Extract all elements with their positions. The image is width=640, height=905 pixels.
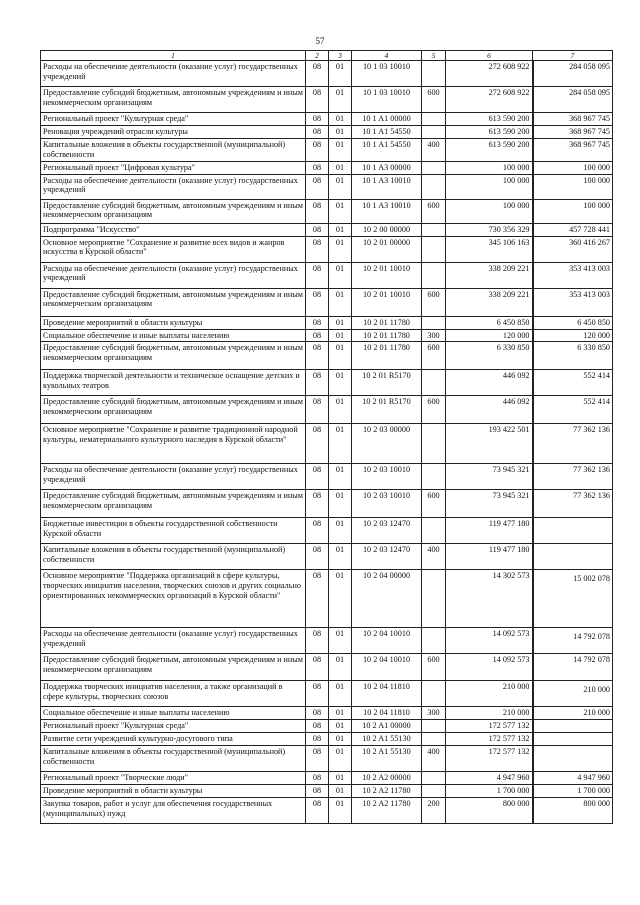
target-article-code: 10 2 01 11780 [352,329,422,342]
subsection-code: 01 [329,161,352,174]
table-row [41,681,613,707]
target-article-code: 10 2 04 10010 [352,654,422,681]
amount-year-2: 210 000 [533,707,613,720]
target-article-code: 10 2 01 00000 [352,236,422,262]
target-article-code: 10 2 01 R5170 [352,370,422,396]
column-number-row [41,51,613,61]
table-row [41,746,613,772]
item-name: Поддержка творческих инициатив населения, а также организаций в сфере культуры, творческих союзов [41,681,306,707]
subsection-code: 01 [329,126,352,139]
amount-year-1: 14 302 573 [446,570,533,628]
subsection-code: 01 [329,544,352,570]
amount-year-1: 6 330 850 [446,342,533,370]
item-name: Предоставление субсидий бюджетным, автономным учреждениям и иным некоммерческим организациям [41,288,306,316]
table-row [41,138,613,161]
item-name: Региональный проект "Цифровая культура" [41,161,306,174]
subsection-code: 01 [329,785,352,798]
section-code: 08 [306,126,329,139]
target-article-code: 10 2 A1 55130 [352,733,422,746]
subsection-code: 01 [329,316,352,329]
expense-type-code: 400 [422,544,446,570]
amount-year-2: 100 000 [533,161,613,174]
item-name: Проведение мероприятий в области культуры [41,785,306,798]
expense-type-code [422,370,446,396]
subsection-code: 01 [329,342,352,370]
table-row [41,654,613,681]
amount-year-2: 100 000 [533,199,613,223]
target-article-code: 10 2 03 10010 [352,490,422,518]
subsection-code: 01 [329,174,352,199]
target-article-code: 10 2 01 R5170 [352,396,422,424]
target-article-code: 10 2 A1 55130 [352,746,422,772]
target-article-code: 10 2 04 10010 [352,628,422,654]
target-article-code: 10 2 A1 00000 [352,720,422,733]
target-article-code: 10 1 A1 54550 [352,126,422,139]
expense-type-code [422,316,446,329]
item-name: Бюджетные инвестиции в объекты государственной собственности Курской области [41,518,306,544]
expense-type-code: 600 [422,490,446,518]
item-name: Капитальные вложения в объекты государственной (муниципальной) собственности [41,138,306,161]
section-code: 08 [306,746,329,772]
target-article-code: 10 2 03 12470 [352,518,422,544]
table-row [41,342,613,370]
amount-year-1: 4 947 960 [446,772,533,785]
table-row [41,223,613,236]
amount-year-1: 6 450 850 [446,316,533,329]
amount-year-1: 119 477 180 [446,518,533,544]
subsection-code: 01 [329,223,352,236]
section-code: 08 [306,681,329,707]
table-row [41,707,613,720]
table-row [41,424,613,464]
column-number: 3 [329,51,352,61]
item-name: Расходы на обеспечение деятельности (оказание услуг) государственных учреждений [41,262,306,288]
amount-year-2: 353 413 003 [533,288,613,316]
amount-year-1: 338 209 221 [446,288,533,316]
subsection-code: 01 [329,681,352,707]
amount-year-2: 77 362 136 [533,464,613,490]
expense-type-code [422,262,446,288]
section-code: 08 [306,720,329,733]
item-name: Закупка товаров, работ и услуг для обеспечения государственных (муниципальных) нужд [41,797,306,823]
item-name: Расходы на обеспечение деятельности (оказание услуг) государственных учреждений [41,174,306,199]
section-code: 08 [306,87,329,113]
table-row [41,733,613,746]
table-row [41,628,613,654]
section-code: 08 [306,370,329,396]
table-row [41,570,613,628]
column-number: 2 [306,51,329,61]
section-code: 08 [306,733,329,746]
table-row [41,113,613,126]
target-article-code: 10 2 01 11780 [352,342,422,370]
subsection-code: 01 [329,464,352,490]
item-name: Предоставление субсидий бюджетным, автономным учреждениям и иным некоммерческим организациям [41,396,306,424]
target-article-code: 10 2 01 10010 [352,288,422,316]
table-row [41,797,613,823]
target-article-code: 10 1 A3 10010 [352,174,422,199]
amount-year-1: 14 092 573 [446,654,533,681]
section-code: 08 [306,424,329,464]
section-code: 08 [306,570,329,628]
item-name: Предоставление субсидий бюджетным, автономным учреждениям и иным некоммерческим организациям [41,490,306,518]
item-name: Предоставление субсидий бюджетным, автономным учреждениям и иным некоммерческим организациям [41,199,306,223]
subsection-code: 01 [329,262,352,288]
subsection-code: 01 [329,746,352,772]
expense-type-code [422,236,446,262]
item-name: Расходы на обеспечение деятельности (оказание услуг) государственных учреждений [41,464,306,490]
section-code: 08 [306,396,329,424]
amount-year-2: 368 967 745 [533,126,613,139]
subsection-code: 01 [329,654,352,681]
amount-year-1: 613 590 200 [446,126,533,139]
item-name: Социальное обеспечение и иные выплаты населению [41,707,306,720]
amount-year-2: 360 416 267 [533,236,613,262]
item-name: Предоставление субсидий бюджетным, автономным учреждениям и иным некоммерческим организациям [41,342,306,370]
target-article-code: 10 2 01 11780 [352,316,422,329]
amount-year-2: 14 792 078 [533,628,613,654]
amount-year-1: 800 000 [446,797,533,823]
amount-year-2: 368 967 745 [533,138,613,161]
item-name: Капитальные вложения в объекты государственной (муниципальной) собственности [41,746,306,772]
amount-year-2: 120 000 [533,329,613,342]
expense-type-code: 300 [422,329,446,342]
section-code: 08 [306,316,329,329]
section-code: 08 [306,288,329,316]
table-row [41,370,613,396]
expense-type-code [422,113,446,126]
expense-type-code [422,681,446,707]
amount-year-1: 613 590 200 [446,138,533,161]
expense-type-code: 600 [422,654,446,681]
expense-type-code [422,785,446,798]
table-row [41,518,613,544]
table-row [41,161,613,174]
amount-year-2: 4 947 960 [533,772,613,785]
item-name: Региональный проект "Культурная среда" [41,113,306,126]
section-code: 08 [306,223,329,236]
target-article-code: 10 1 A3 00000 [352,161,422,174]
target-article-code: 10 1 03 10010 [352,61,422,87]
amount-year-1: 1 700 000 [446,785,533,798]
table-row [41,126,613,139]
subsection-code: 01 [329,113,352,126]
amount-year-1: 272 608 922 [446,61,533,87]
amount-year-2: 15 002 078 [533,570,613,628]
amount-year-2: 77 362 136 [533,424,613,464]
amount-year-2: 800 000 [533,797,613,823]
amount-year-1: 172 577 132 [446,733,533,746]
item-name: Подпрограмма "Искусство" [41,223,306,236]
expense-type-code: 400 [422,746,446,772]
budget-table [40,50,613,824]
table-row [41,329,613,342]
subsection-code: 01 [329,797,352,823]
section-code: 08 [306,490,329,518]
section-code: 08 [306,174,329,199]
item-name: Социальное обеспечение и иные выплаты населению [41,329,306,342]
table-row [41,288,613,316]
amount-year-1: 193 422 501 [446,424,533,464]
item-name: Основное мероприятие "Поддержка организаций в сфере культуры, творческих инициатив населения, творческих союзов и других социально ориентированных некоммерческих организаций в Курской области" [41,570,306,628]
item-name: Основное мероприятие "Сохранение и развитие всех видов и жанров искусства в Курской области" [41,236,306,262]
subsection-code: 01 [329,720,352,733]
expense-type-code [422,570,446,628]
amount-year-2 [533,733,613,746]
amount-year-2: 100 000 [533,174,613,199]
amount-year-2: 552 414 [533,396,613,424]
item-name: Расходы на обеспечение деятельности (оказание услуг) государственных учреждений [41,628,306,654]
section-code: 08 [306,161,329,174]
section-code: 08 [306,342,329,370]
item-name: Реновация учреждений отрасли культуры [41,126,306,139]
expense-type-code: 300 [422,707,446,720]
target-article-code: 10 2 04 11810 [352,707,422,720]
expense-type-code [422,720,446,733]
amount-year-2: 6 450 850 [533,316,613,329]
expense-type-code [422,772,446,785]
amount-year-1: 272 608 922 [446,87,533,113]
expense-type-code [422,464,446,490]
target-article-code: 10 2 04 11810 [352,681,422,707]
table-row [41,785,613,798]
table-row [41,87,613,113]
expense-type-code [422,223,446,236]
item-name: Расходы на обеспечение деятельности (оказание услуг) государственных учреждений [41,61,306,87]
expense-type-code [422,628,446,654]
table-row [41,464,613,490]
subsection-code: 01 [329,138,352,161]
section-code: 08 [306,785,329,798]
expense-type-code: 600 [422,87,446,113]
item-name: Поддержка творческой деятельности и техническое оснащение детских и кукольных театров [41,370,306,396]
table-row [41,772,613,785]
table-row [41,174,613,199]
amount-year-1: 446 092 [446,370,533,396]
section-code: 08 [306,772,329,785]
subsection-code: 01 [329,370,352,396]
subsection-code: 01 [329,87,352,113]
section-code: 08 [306,236,329,262]
target-article-code: 10 1 A1 00000 [352,113,422,126]
target-article-code: 10 2 03 00000 [352,424,422,464]
amount-year-1: 446 092 [446,396,533,424]
item-name: Предоставление субсидий бюджетным, автономным учреждениям и иным некоммерческим организациям [41,87,306,113]
item-name: Предоставление субсидий бюджетным, автономным учреждениям и иным некоммерческим организациям [41,654,306,681]
amount-year-2 [533,720,613,733]
amount-year-1: 172 577 132 [446,746,533,772]
amount-year-2: 77 362 136 [533,490,613,518]
expense-type-code [422,733,446,746]
subsection-code: 01 [329,518,352,544]
amount-year-1: 172 577 132 [446,720,533,733]
expense-type-code: 600 [422,288,446,316]
amount-year-2: 1 700 000 [533,785,613,798]
target-article-code: 10 1 03 10010 [352,87,422,113]
target-article-code: 10 2 A2 11780 [352,797,422,823]
amount-year-2 [533,544,613,570]
section-code: 08 [306,61,329,87]
subsection-code: 01 [329,733,352,746]
amount-year-2 [533,746,613,772]
target-article-code: 10 2 A2 11780 [352,785,422,798]
subsection-code: 01 [329,396,352,424]
table-row [41,544,613,570]
section-code: 08 [306,329,329,342]
amount-year-2: 6 330 850 [533,342,613,370]
expense-type-code [422,518,446,544]
amount-year-2: 552 414 [533,370,613,396]
amount-year-2: 457 728 441 [533,223,613,236]
table-row [41,316,613,329]
expense-type-code: 600 [422,396,446,424]
section-code: 08 [306,628,329,654]
page-number: 57 [315,36,325,46]
amount-year-2: 284 058 095 [533,61,613,87]
table-row [41,396,613,424]
expense-type-code [422,61,446,87]
subsection-code: 01 [329,288,352,316]
section-code: 08 [306,797,329,823]
column-number: 4 [352,51,422,61]
expense-type-code: 600 [422,342,446,370]
expense-type-code [422,161,446,174]
section-code: 08 [306,654,329,681]
amount-year-1: 100 000 [446,161,533,174]
amount-year-1: 210 000 [446,707,533,720]
table-row [41,262,613,288]
amount-year-2 [533,518,613,544]
table-row [41,236,613,262]
target-article-code: 10 2 01 10010 [352,262,422,288]
section-code: 08 [306,113,329,126]
amount-year-1: 345 106 163 [446,236,533,262]
subsection-code: 01 [329,424,352,464]
column-number: 1 [41,51,306,61]
target-article-code: 10 2 04 00000 [352,570,422,628]
amount-year-2: 14 792 078 [533,654,613,681]
section-code: 08 [306,262,329,288]
item-name: Развитие сети учреждений культурно-досугового типа [41,733,306,746]
subsection-code: 01 [329,570,352,628]
amount-year-2: 353 413 003 [533,262,613,288]
section-code: 08 [306,544,329,570]
column-number: 5 [422,51,446,61]
target-article-code: 10 1 A1 54550 [352,138,422,161]
table-row [41,61,613,87]
item-name: Проведение мероприятий в области культуры [41,316,306,329]
column-number: 7 [533,51,613,61]
item-name: Основное мероприятие "Сохранение и развитие традиционной народной культуры, нематериального культурного наследия в Курской области" [41,424,306,464]
expense-type-code: 600 [422,199,446,223]
amount-year-2: 210 000 [533,681,613,707]
expense-type-code [422,424,446,464]
target-article-code: 10 2 00 00000 [352,223,422,236]
amount-year-1: 100 000 [446,199,533,223]
expense-type-code [422,126,446,139]
amount-year-1: 730 356 329 [446,223,533,236]
target-article-code: 10 2 03 12470 [352,544,422,570]
target-article-code: 10 1 A3 10010 [352,199,422,223]
expense-type-code: 200 [422,797,446,823]
table-body [41,61,613,824]
item-name: Капитальные вложения в объекты государственной (муниципальной) собственности [41,544,306,570]
section-code: 08 [306,464,329,490]
expense-type-code [422,174,446,199]
amount-year-1: 210 000 [446,681,533,707]
amount-year-1: 14 092 573 [446,628,533,654]
amount-year-1: 73 945 321 [446,490,533,518]
amount-year-1: 613 590 200 [446,113,533,126]
section-code: 08 [306,518,329,544]
column-number: 6 [446,51,533,61]
subsection-code: 01 [329,707,352,720]
amount-year-2: 284 058 095 [533,87,613,113]
subsection-code: 01 [329,199,352,223]
amount-year-2: 368 967 745 [533,113,613,126]
subsection-code: 01 [329,490,352,518]
section-code: 08 [306,199,329,223]
subsection-code: 01 [329,236,352,262]
target-article-code: 10 2 03 10010 [352,464,422,490]
target-article-code: 10 2 A2 00000 [352,772,422,785]
subsection-code: 01 [329,61,352,87]
item-name: Региональный проект "Творческие люди" [41,772,306,785]
expense-type-code: 400 [422,138,446,161]
amount-year-1: 100 000 [446,174,533,199]
table-row [41,199,613,223]
subsection-code: 01 [329,329,352,342]
table-row [41,490,613,518]
section-code: 08 [306,707,329,720]
subsection-code: 01 [329,772,352,785]
amount-year-1: 73 945 321 [446,464,533,490]
amount-year-1: 119 477 180 [446,544,533,570]
subsection-code: 01 [329,628,352,654]
item-name: Региональный проект "Культурная среда" [41,720,306,733]
table-row [41,720,613,733]
amount-year-1: 338 209 221 [446,262,533,288]
section-code: 08 [306,138,329,161]
amount-year-1: 120 000 [446,329,533,342]
